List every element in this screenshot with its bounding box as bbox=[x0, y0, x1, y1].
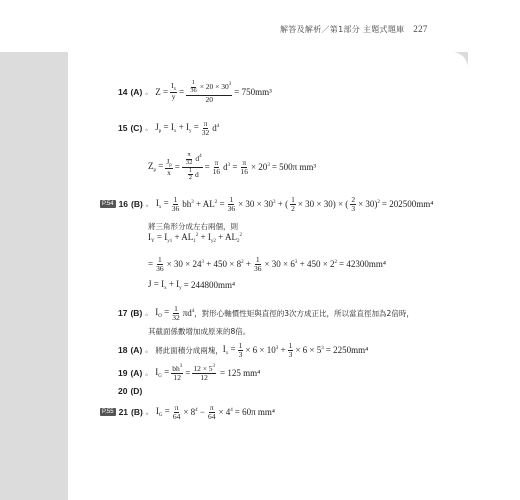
explanation: ，對形心軸慣性矩與直徑的3次方成正比，所以當直徑加為2倍時， bbox=[194, 308, 414, 318]
fraction: $\frac{1}{36}$ × $20 \times 30^3$ 20 bbox=[186, 80, 232, 104]
item-16-line4: = $\frac{1}{36}$ × $30 \times 24^3 + 450 \times 8^2$ + $\frac{1}{36}$ × $30 \times 6^3 + 450 \times 2^2$ = 42300mm⁴ bbox=[148, 255, 386, 273]
header-strip bbox=[0, 0, 520, 52]
result: = 244800mm⁴ bbox=[183, 280, 236, 290]
item-16-note: 將三角形分成左右兩個，則 bbox=[148, 222, 238, 231]
result: = 500π mm³ bbox=[271, 162, 317, 173]
answer-choice: (A) bbox=[130, 345, 143, 356]
result: = 125 mm⁴ bbox=[220, 367, 261, 378]
item-17-line2: 其截面係數增加成原來的8倍。 bbox=[148, 327, 251, 336]
item-number: 18 bbox=[118, 345, 128, 356]
item-16-line5: $J = I_x + I_y$ = 244800mm⁴ bbox=[148, 279, 236, 291]
item-number: 15 bbox=[118, 123, 128, 134]
result: = 2250mm⁴ bbox=[325, 345, 369, 356]
result: = 42300mm⁴ bbox=[339, 259, 386, 270]
item-16-line3: $I_Y = I_{y1} + AL_1^2 + I_{y2} + AL_2^2$ bbox=[148, 232, 242, 244]
item-number: 16 bbox=[118, 199, 129, 210]
answer-choice: (A) bbox=[130, 367, 143, 378]
item-number: 21 bbox=[118, 407, 129, 418]
formula-text: Z = bbox=[155, 86, 169, 97]
page-ref-tag: P.54 bbox=[102, 201, 114, 208]
item-number: 19 bbox=[118, 367, 128, 378]
result: = 750mm³ bbox=[234, 86, 272, 97]
item-21: P.55 21 (B) 。 $I_G$ = $\frac{\pi}{64}$ × $8^4$ − $\frac{\pi}{64}$ × $4^4$ = 60π mm⁴ bbox=[102, 403, 276, 421]
item-19: 19 (A) 。 $I_G$ = $\frac{bh^3}{12}$ = $\frac{12 \times 5^3}{12}$ = 125 mm⁴ bbox=[118, 364, 261, 382]
item-20 bbox=[118, 386, 144, 396]
item-number: 20 bbox=[118, 386, 128, 396]
result: = 202500mm⁴ bbox=[381, 199, 434, 210]
page-number: 227 bbox=[413, 24, 428, 34]
item-number: 17 bbox=[118, 308, 128, 319]
fraction: $\frac{I_x}{y}$ bbox=[171, 81, 177, 102]
header-title: 解答及解析／第1部分 主題式題庫 bbox=[280, 25, 405, 34]
item-14: 14 (A) 。 Z = $\frac{I_x}{y}$ = $\frac{1}{36}$ × $20 \times 30^3$ 20 = 750mm³ bbox=[118, 79, 272, 104]
item-15: 15 (C) 。 $J_p = I_x + I_y$ = $\frac{\pi}{32}$ $d^4$ bbox=[118, 119, 220, 137]
right-margin bbox=[468, 0, 520, 500]
running-header bbox=[280, 24, 428, 35]
answer-choice: (C) bbox=[130, 123, 143, 134]
answer-choice: (B) bbox=[131, 407, 143, 418]
page-ref-tag: P.55 bbox=[102, 409, 114, 416]
item-16: P.54 16 (B) 。 $I_x$ = $\frac{1}{36}$ $bh^3 + AL^2$ = $\frac{1}{36}$ × $30 \times 30^3$ + ( $\frac{1}{2}$ × 30 × 30) × ( $\frac{2}{3}$ × 30)$^2$ = 202500mm⁴ bbox=[102, 195, 434, 213]
item-18: 18 (A) 。 將此面積分成兩塊， $I_x$ = $\frac{1}{3}$ × $6 \times 10^3$ + $\frac{1}{3}$ × $6 \times 5^3$ = 2250mm⁴ bbox=[118, 341, 369, 359]
item-15-line2: $Z_p$ = $\frac{J_p}{x}$ = $\frac{\pi}{32}$ $d^4$ $\frac{1}{2}$ d = $\frac{\pi}{16}$ $d^3$ = $\frac{\pi}{16}$ × $20^3$ = 500π mm³ bbox=[148, 151, 317, 182]
answer-choice: (B) bbox=[130, 308, 143, 319]
answer-choice: (A) bbox=[130, 86, 143, 97]
item-number: 14 bbox=[118, 86, 128, 97]
item-17: 17 (B) 。 $I_O$ = $\frac{1}{32}$ $\pi d^4$ ，對形心軸慣性矩與直徑的3次方成正比，所以當直徑加為2倍時， bbox=[118, 304, 414, 322]
answer-choice: (B) bbox=[131, 199, 143, 210]
answer-choice: (D) bbox=[130, 386, 143, 396]
result: = 60π mm⁴ bbox=[234, 407, 276, 418]
